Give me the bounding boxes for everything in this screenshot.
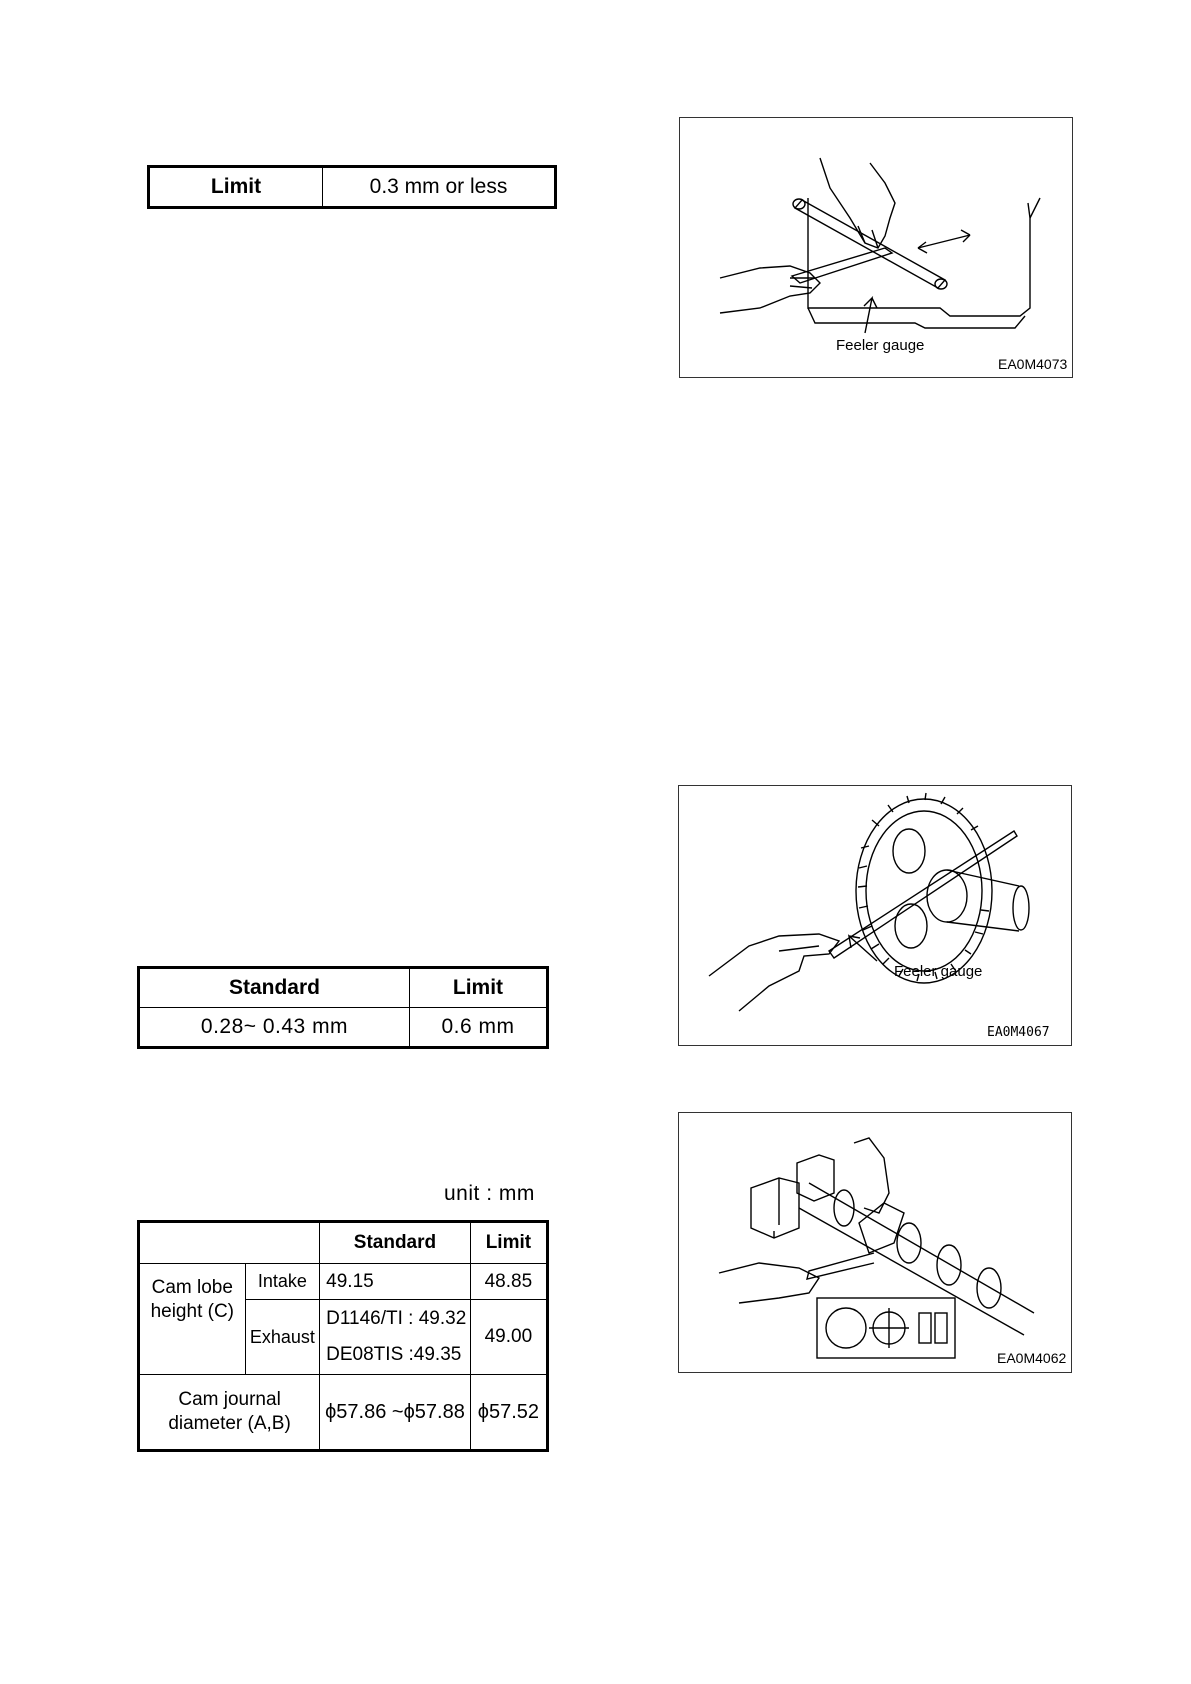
intake-label: Intake: [245, 1264, 320, 1300]
unit-label: unit : mm: [444, 1182, 535, 1205]
figure-caption: Feeler gauge: [894, 963, 983, 980]
cam-lobe-label-line1: Cam lobe: [151, 1277, 233, 1298]
figure-code: EA0M4067: [987, 1025, 1050, 1040]
intake-limit: 48.85: [470, 1264, 547, 1300]
figure-camshaft-measure: [678, 1112, 1072, 1373]
exhaust-standard: [320, 1300, 471, 1375]
journal-label-line1: Cam journal: [178, 1388, 281, 1410]
standard-header: Standard: [320, 1222, 471, 1264]
journal-label: [139, 1375, 320, 1451]
figure-code: EA0M4062: [997, 1350, 1067, 1366]
limit-value: 0.6 mm: [409, 1008, 547, 1048]
figure-gear-backlash: [678, 785, 1072, 1046]
limit-value: 0.3 mm or less: [323, 167, 556, 208]
exhaust-limit: 49.00: [470, 1300, 547, 1375]
intake-standard: 49.15: [320, 1264, 471, 1300]
exhaust-standard-1: D1146/TI : 49.32: [326, 1308, 467, 1329]
camshaft-table: [137, 1220, 549, 1452]
limit-header: Limit: [149, 167, 323, 208]
limit-table: [147, 165, 557, 209]
figure-flatness-check: [679, 117, 1073, 378]
limit-header: Limit: [470, 1222, 547, 1264]
standard-value: 0.28~ 0.43 mm: [139, 1008, 410, 1048]
limit-header: Limit: [409, 968, 547, 1008]
figure-caption: Feeler gauge: [836, 337, 925, 354]
cam-lobe-label-line2: height (C): [150, 1301, 234, 1322]
cam-lobe-label: [139, 1264, 246, 1375]
exhaust-standard-2: DE08TIS :49.35: [326, 1344, 462, 1365]
standard-header: Standard: [139, 968, 410, 1008]
exhaust-label: Exhaust: [245, 1300, 320, 1375]
journal-limit: ϕ57.52: [470, 1375, 547, 1451]
journal-standard: ϕ57.86 ~ϕ57.88: [320, 1375, 471, 1451]
cylinder-head-feeler-illustration: [680, 118, 1072, 377]
clearance-table: [137, 966, 549, 1049]
gear-feeler-illustration: [679, 786, 1071, 1045]
journal-label-line2: diameter (A,B): [168, 1412, 291, 1434]
empty-header: [139, 1222, 320, 1264]
figure-code: EA0M4073: [998, 356, 1068, 372]
camshaft-micrometer-illustration: [679, 1113, 1071, 1372]
